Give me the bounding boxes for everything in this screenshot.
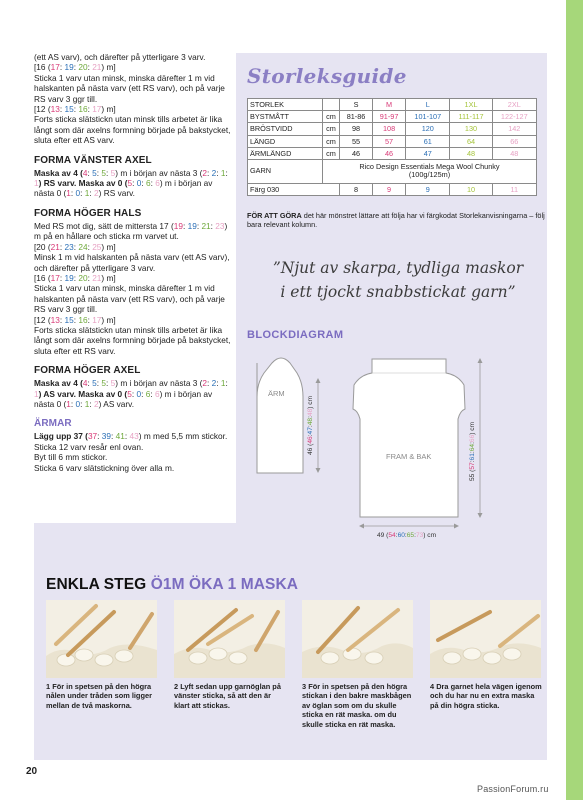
table-row (248, 135, 537, 147)
table-cell: 11 (492, 183, 536, 195)
table-cell: 66 (492, 135, 536, 147)
size-s: S (340, 99, 373, 111)
table-cell: 122-127 (492, 111, 536, 123)
body-width-label: 49 (54:60:65:73) cm (377, 532, 437, 539)
instruction-line: Maska av 4 (4: 5: 5: 5) m i början av nästa 3 (2: 2: 1: 1) AS varv. Maska av 0 (5: 0: 6: 6) m i början av nästa 0 (1: 0: 1: 2) AS varv. (34, 378, 228, 409)
sleeve-label: ÄRM (268, 389, 285, 398)
table-row (248, 123, 537, 135)
table-cell: 130 (450, 123, 492, 135)
section-heading: ÄRMAR (34, 418, 72, 430)
instruction-line: (ett AS varv), och därefter på ytterligare 3 varv. (34, 52, 206, 62)
stitch-count: [20 (21: 23: 24: 25) m] (34, 241, 116, 252)
steps-title: ENKLA STEG Ö1M ÖKA 1 MASKA (46, 576, 299, 593)
table-row (248, 183, 537, 195)
table-cell: 111-117 (450, 111, 492, 123)
instruction-line: Forts sticka slätstickn utan minsk tills arbetet är lika långt som där axelns formning började på bakstycket, sluta efter ett AS varv. (34, 114, 231, 146)
size-guide-title: Storleksguide (247, 64, 407, 88)
table-header: STORLEK (248, 99, 323, 111)
size-2xl: 2XL (492, 99, 536, 111)
unit-cell: cm (323, 111, 340, 123)
table-cell: 57 (373, 135, 406, 147)
instruction-line: Byt till 6 mm stickor. (34, 452, 108, 463)
instruction-line: Sticka 12 varv resår enl ovan. (34, 441, 144, 452)
row-label: BYSTMÅTT (248, 111, 323, 123)
pull-quote (252, 256, 544, 304)
unit-cell: cm (323, 147, 340, 159)
stitch-count: [12 (13: 15: 16: 17) m] (34, 104, 116, 115)
section-heading: FORMA HÖGER HALS (34, 207, 142, 219)
table-row (248, 159, 537, 183)
step-caption-4: 4 Dra garnet hela vägen igenom och du har nu en extra maska på din högra sticka. (430, 682, 542, 710)
table-cell: 64 (450, 135, 492, 147)
table-cell: 48 (450, 147, 492, 159)
instruction-line: Minsk 1 m vid halskanten på nästa varv (ett AS varv), och därefter på ytterligare 3 varv. (34, 252, 230, 273)
table-cell (323, 99, 340, 111)
table-cell: 10 (450, 183, 492, 195)
instruction-line: Maska av 4 (4: 5: 5: 5) m i början av nästa 3 (2: 2: 1: 1) RS varv. Maska av 0 (5: 0: 6: 6) m i början av nästa 0 (1: 0: 1: 2) RS varv. (34, 167, 228, 199)
row-label: Färg 030 (248, 183, 340, 195)
instruction-line: Lägg upp 37 (37: 39: 41: 43) m med 5,5 mm stickor. (34, 431, 228, 442)
row-label: LÄNGD (248, 135, 323, 147)
stitch-count: [16 (17: 19: 20: 21) m] (34, 62, 116, 73)
size-1xl: 1XL (450, 99, 492, 111)
page-edge-stripe (566, 0, 583, 800)
pattern-instructions (34, 52, 234, 473)
instruction-line: Forts sticka slätstickn utan minsk tills arbetet är lika långt som där axelns formning började på bakstycket, sluta efter ett RS varv. (34, 324, 231, 356)
table-cell: 46 (373, 147, 406, 159)
table-cell: 47 (406, 147, 450, 159)
table-header-row (248, 99, 537, 111)
step-caption-2: 2 Lyft sedan upp garnöglan på vänster sticka, så att den är klart att stickas. (174, 682, 281, 710)
unit-cell: cm (323, 135, 340, 147)
body-shape (353, 359, 465, 517)
quote-line: ”Njut av skarpa, tydliga maskor (272, 259, 524, 277)
step-caption-3: 3 För in spetsen på den högra stickan i den bakre maskbågen av öglan som om du skulle sticka en rät maska. om du skulle sticka en rät maska. (302, 682, 412, 729)
table-cell: 55 (340, 135, 373, 147)
body-length-label: 55 (57:61:64:66) cm (469, 421, 476, 481)
step-photo-4 (430, 600, 541, 678)
table-cell: 48 (492, 147, 536, 159)
stitch-count: [16 (17: 19: 20: 21) m] (34, 272, 116, 283)
instruction-line: Sticka 1 varv utan minsk, minska därefter 1 m vid halskanten på nästa varv (ett RS varv), och på varje RS varv 3 ggr till. (34, 72, 225, 104)
table-cell: 61 (406, 135, 450, 147)
block-diagram (236, 345, 547, 545)
quote-line: i ett tjockt snabbstickat garn” (280, 283, 516, 301)
section-heading: FORMA HÖGER AXEL (34, 365, 141, 377)
size-m: M (373, 99, 406, 111)
table-row (248, 111, 537, 123)
arrow-down-icon (478, 513, 483, 518)
arrow-left-icon (359, 524, 364, 529)
page-number: 20 (26, 766, 38, 777)
table-cell: 8 (340, 183, 373, 195)
table-cell: 142 (492, 123, 536, 135)
step-caption-1: 1 För in spetsen på den högra nålen under tråden som ligger mellan de två maskorna. (46, 682, 152, 710)
row-label: GARN (248, 159, 323, 183)
table-cell: 98 (340, 123, 373, 135)
unit-cell: cm (323, 123, 340, 135)
instruction-line: Sticka 1 varv utan minsk, minska därefter 1 m vid halskanten på nästa varv (ett RS varv), och på varje RS varv 3 ggr till. (34, 283, 225, 315)
table-row (248, 147, 537, 159)
step-photo-3 (302, 600, 413, 678)
row-label: ÄRMLÄNGD (248, 147, 323, 159)
block-diagram-title: BLOCKDIAGRAM (247, 329, 344, 341)
arrow-down-icon (316, 468, 321, 473)
step-photo-2 (174, 600, 285, 678)
watermark: PassionForum.ru (477, 784, 549, 794)
size-guide-note: FÖR ATT GÖRA det här mönstret lättare att följa har vi färgkodat Storlekanvisningarna – följ bara relevant kolumn. (247, 211, 545, 230)
yarn-name: Rico Design Essentials Mega Wool Chunky (100g/125m) (323, 159, 537, 183)
table-cell: 9 (406, 183, 450, 195)
table-cell: 108 (373, 123, 406, 135)
sleeve-shape (257, 358, 303, 473)
table-cell: 9 (373, 183, 406, 195)
arrow-up-icon (316, 378, 321, 383)
row-label: BRÖSTVIDD (248, 123, 323, 135)
stitch-count: [12 (13: 15: 16: 17) m] (34, 314, 116, 325)
table-cell: 81-86 (340, 111, 373, 123)
arrow-right-icon (454, 524, 459, 529)
table-cell: 120 (406, 123, 450, 135)
step-photo-1 (46, 600, 157, 678)
instruction-line: Sticka 6 varv slätstickning över alla m. (34, 462, 175, 473)
section-heading: FORMA VÄNSTER AXEL (34, 154, 152, 166)
table-cell: 101-107 (406, 111, 450, 123)
arrow-up-icon (478, 358, 483, 363)
sleeve-length-label: 46 (46:47:48:48) cm (307, 395, 314, 455)
size-table (247, 98, 537, 196)
body-label: FRAM & BAK (386, 452, 432, 461)
instruction-line: Med RS mot dig, sätt de mittersta 17 (19: 19: 21: 23) m på en hållare och sticka rm varvet ut. (34, 220, 228, 242)
size-l: L (406, 99, 450, 111)
table-cell: 46 (340, 147, 373, 159)
table-cell: 91-97 (373, 111, 406, 123)
